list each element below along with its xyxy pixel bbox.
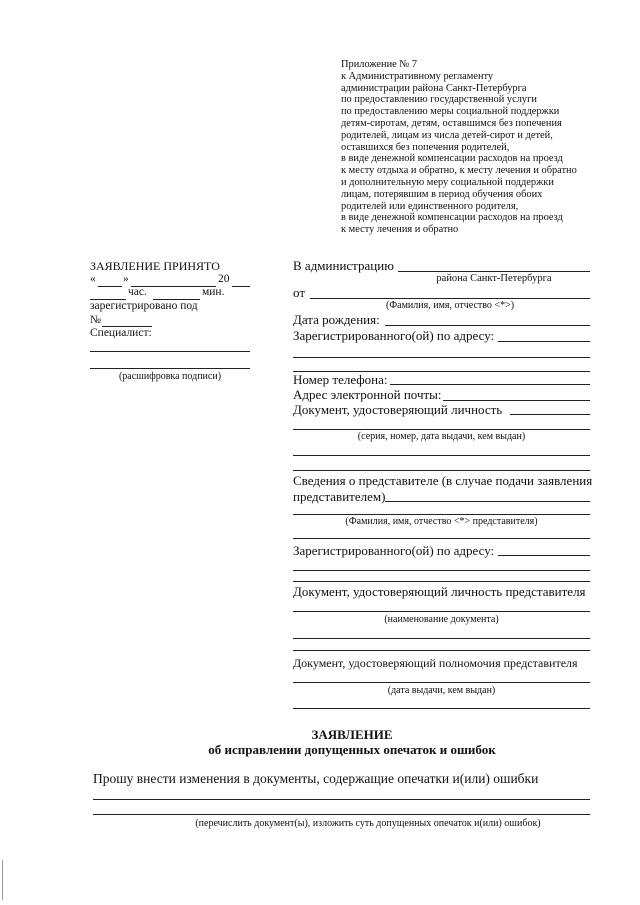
request-line-1[interactable] xyxy=(93,799,590,800)
admin-field[interactable] xyxy=(398,271,590,272)
specialist-name-field[interactable] xyxy=(90,368,250,369)
birth-field[interactable] xyxy=(385,325,590,326)
appendix-line: родителей, лицам из числа детей-сирот и детей, xyxy=(341,129,553,141)
appendix-line: администрации района Санкт-Петербурга xyxy=(341,82,527,94)
rep-field[interactable] xyxy=(385,501,590,502)
id-doc-field[interactable] xyxy=(510,414,590,415)
rep-info-label-2: представителем) xyxy=(293,489,386,504)
to-admin-label: В администрацию xyxy=(293,258,394,273)
rep-info-label: Сведения о представителе (в случае подачи заявления xyxy=(293,473,593,488)
statement-subtitle: об исправлении допущенных опечаток и ошибок xyxy=(208,742,496,757)
rep-name-field[interactable] xyxy=(293,514,590,515)
appendix-line: Приложение № 7 xyxy=(341,59,418,70)
appendix-line: и дополнительную меру социальной поддержки xyxy=(341,176,554,188)
id-doc-line-2[interactable] xyxy=(293,429,590,430)
rep-fio-caption: (Фамилия, имя, отчество <*> представителя) xyxy=(345,516,538,527)
registered-label: зарегистрировано под xyxy=(90,300,198,312)
rep-name-line-2[interactable] xyxy=(293,538,590,539)
number-label: № xyxy=(90,314,101,326)
appendix-line: лицам, потерявшим в период обучения обоих xyxy=(341,188,543,200)
rep-authority-label: Документ, удостоверяющий полномочия представителя xyxy=(293,656,578,670)
registered-address-label: Зарегистрированного(ой) по адресу: xyxy=(293,328,495,343)
year-field[interactable] xyxy=(232,286,250,287)
phone-field[interactable] xyxy=(390,384,590,385)
statement-title: ЗАЯВЛЕНИЕ xyxy=(311,727,393,742)
hours-label: час. xyxy=(128,286,147,298)
rep-authority-field[interactable] xyxy=(293,682,590,683)
request-text: Прошу внести изменения в документы, содержащие опечатки и(или) ошибки xyxy=(93,771,539,786)
rep-address-line-2[interactable] xyxy=(293,570,590,571)
rep-id-doc-label: Документ, удостоверяющий личность представителя xyxy=(293,584,586,599)
id-doc-label: Документ, удостоверяющий личность xyxy=(293,402,503,417)
specialist-signature-field[interactable] xyxy=(90,351,250,352)
year-prefix: 20 xyxy=(218,273,230,285)
appendix-header xyxy=(341,59,577,236)
minutes-label: мин. xyxy=(202,286,225,298)
rep-registered-label: Зарегистрированного(ой) по адресу: xyxy=(293,543,495,558)
from-label: от xyxy=(293,285,306,300)
id-doc-line-3[interactable] xyxy=(293,455,590,456)
address-line-2[interactable] xyxy=(293,357,590,358)
appendix-line: оставшихся без попечения родителей, xyxy=(341,141,510,153)
specialist-label: Специалист: xyxy=(90,327,152,339)
rep-id-doc-line-3[interactable] xyxy=(293,650,590,651)
appendix-line: детям-сиротам, детям, оставшимся без попечения xyxy=(341,117,562,129)
date-close-quote: » xyxy=(123,273,129,285)
appendix-line: в виде денежной компенсации расходов на проезд xyxy=(341,153,563,165)
rep-address-line-3[interactable] xyxy=(293,581,590,582)
id-doc-line-4[interactable] xyxy=(293,470,590,471)
date-open-quote: « xyxy=(90,273,96,285)
id-caption: (серия, номер, дата выдачи, кем выдан) xyxy=(357,431,526,442)
appendix-line: родителей или единственного родителя, xyxy=(341,200,519,212)
rep-id-doc-field[interactable] xyxy=(293,611,590,612)
accepted-label: ЗАЯВЛЕНИЕ ПРИНЯТО xyxy=(90,259,220,273)
request-caption: (перечислить документ(ы), изложить суть допущенных опечаток и(или) ошибок) xyxy=(195,818,541,829)
rep-id-doc-line-2[interactable] xyxy=(293,638,590,639)
appendix-line: к Административному регламенту xyxy=(341,70,494,82)
rep-address-field[interactable] xyxy=(498,555,590,556)
appendix-line: по предоставлению меры социальной поддержки xyxy=(341,106,560,118)
appendix-line: в виде денежной компенсации расходов на проезд xyxy=(341,212,563,224)
phone-label: Номер телефона: xyxy=(293,372,388,387)
birth-label: Дата рождения: xyxy=(293,312,380,327)
email-field[interactable] xyxy=(443,400,590,401)
scan-edge-mark xyxy=(2,860,3,900)
address-field[interactable] xyxy=(498,341,590,342)
request-line-2[interactable] xyxy=(93,814,590,815)
rep-authority-caption: (дата выдачи, кем выдан) xyxy=(387,685,496,696)
district-caption: района Санкт-Петербурга xyxy=(436,273,552,284)
rep-authority-line-2[interactable] xyxy=(293,708,590,709)
rep-id-caption: (наименование документа) xyxy=(384,614,499,625)
day-field[interactable] xyxy=(98,286,122,287)
applicant-name-field[interactable] xyxy=(310,298,590,299)
appendix-line: к месту отдыха и обратно, к месту лечения и обратно xyxy=(341,165,577,177)
email-label: Адрес электронной почты: xyxy=(293,387,442,402)
appendix-line: по предоставлению государственной услуги xyxy=(341,94,537,106)
signature-caption: (расшифровка подписи) xyxy=(118,371,222,382)
appendix-line: к месту лечения и обратно xyxy=(341,224,459,236)
fio-caption: (Фамилия, имя, отчество <*>) xyxy=(385,300,515,311)
